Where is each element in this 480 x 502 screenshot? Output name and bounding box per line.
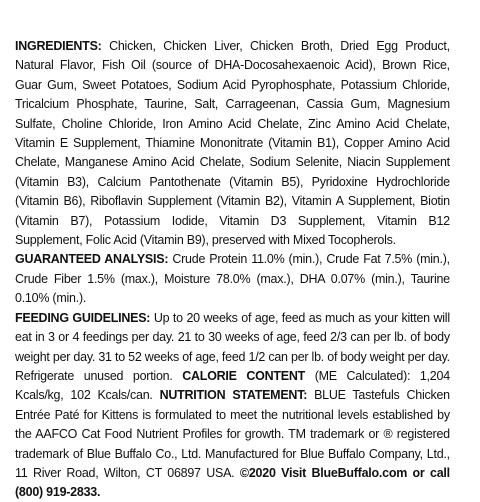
ingredients-heading: INGREDIENTS: bbox=[15, 38, 102, 53]
nutrition-statement-text: BLUE Tastefuls Chicken Entrée Paté for Kittens is formulated to meet the nutritional levels established by the AAFCO Cat Food Nutrient Profiles for growth. TM trademark or ® registered trademark of Blue Buffalo Co., Ltd. Manufactured for Blue Buffalo Company, Ltd., 11 River Road, Wilton, CT 06897 USA. bbox=[15, 387, 450, 480]
ingredient-label-text bbox=[15, 36, 450, 502]
calorie-content-heading: CALORIE CONTENT bbox=[182, 367, 306, 383]
feeding-guidelines-text: Up to 20 weeks of age, feed as much as your kitten will eat in 3 or 4 feedings per day. 21 to 30 weeks of age, feed 2/3 can per lb. of body weight per day. 31 to 52 weeks of age, feed 1/2 can per lb. of body weight per day. Refrigerate unused portion. bbox=[15, 309, 450, 383]
calorie-content-text: (ME Calculated): 1,204 Kcals/kg, 102 Kcals/can. bbox=[15, 367, 450, 403]
feeding-guidelines-heading: FEEDING GUIDELINES: bbox=[15, 309, 151, 325]
footer-contact: ©2020 Visit BlueBuffalo.com or call (800) 919-2833. bbox=[15, 464, 450, 500]
ingredients-list: Chicken, Chicken Liver, Chicken Broth, Dried Egg Product, Natural Flavor, Fish Oil (source of DHA-Docosahexaenoic Acid), Brown Rice, Guar Gum, Sweet Potatoes, Sodium Acid Pyrophosphate, Potassium Chloride, Tricalcium Phosphate, Taurine, Salt, Carrageenan, Cassia Gum, Magnesium Sulfate, Choline Chloride, Iron Amino Acid Chelate, Zinc Amino Acid Chelate, Vitamin E Supplement, Thiamine Mononitrate (Vitamin B1), Copper Amino Acid Chelate, Manganese Amino Acid Chelate, Sodium Selenite, Niacin Supplement (Vitamin B3), Calcium Pantothenate (Vitamin B5), Pyridoxine Hydrochloride (Vitamin B6), Riboflavin Supplement (Vitamin B2), Vitamin A Supplement, Biotin (Vitamin B7), Potassium Iodide, Vitamin D3 Supplement, Vitamin B12 Supplement, Folic Acid (Vitamin B9), preserved with Mixed Tocopherols. bbox=[15, 38, 450, 248]
nutrition-statement-heading: NUTRITION STATEMENT: bbox=[159, 387, 308, 403]
guaranteed-analysis-heading: GUARANTEED ANALYSIS: bbox=[15, 251, 169, 267]
guaranteed-analysis-text: Crude Protein 11.0% (min.), Crude Fat 7.5% (min.), Crude Fiber 1.5% (max.), Moisture 78.0% (max.), DHA 0.07% (min.), Taurine 0.10% (min.). bbox=[15, 251, 450, 306]
